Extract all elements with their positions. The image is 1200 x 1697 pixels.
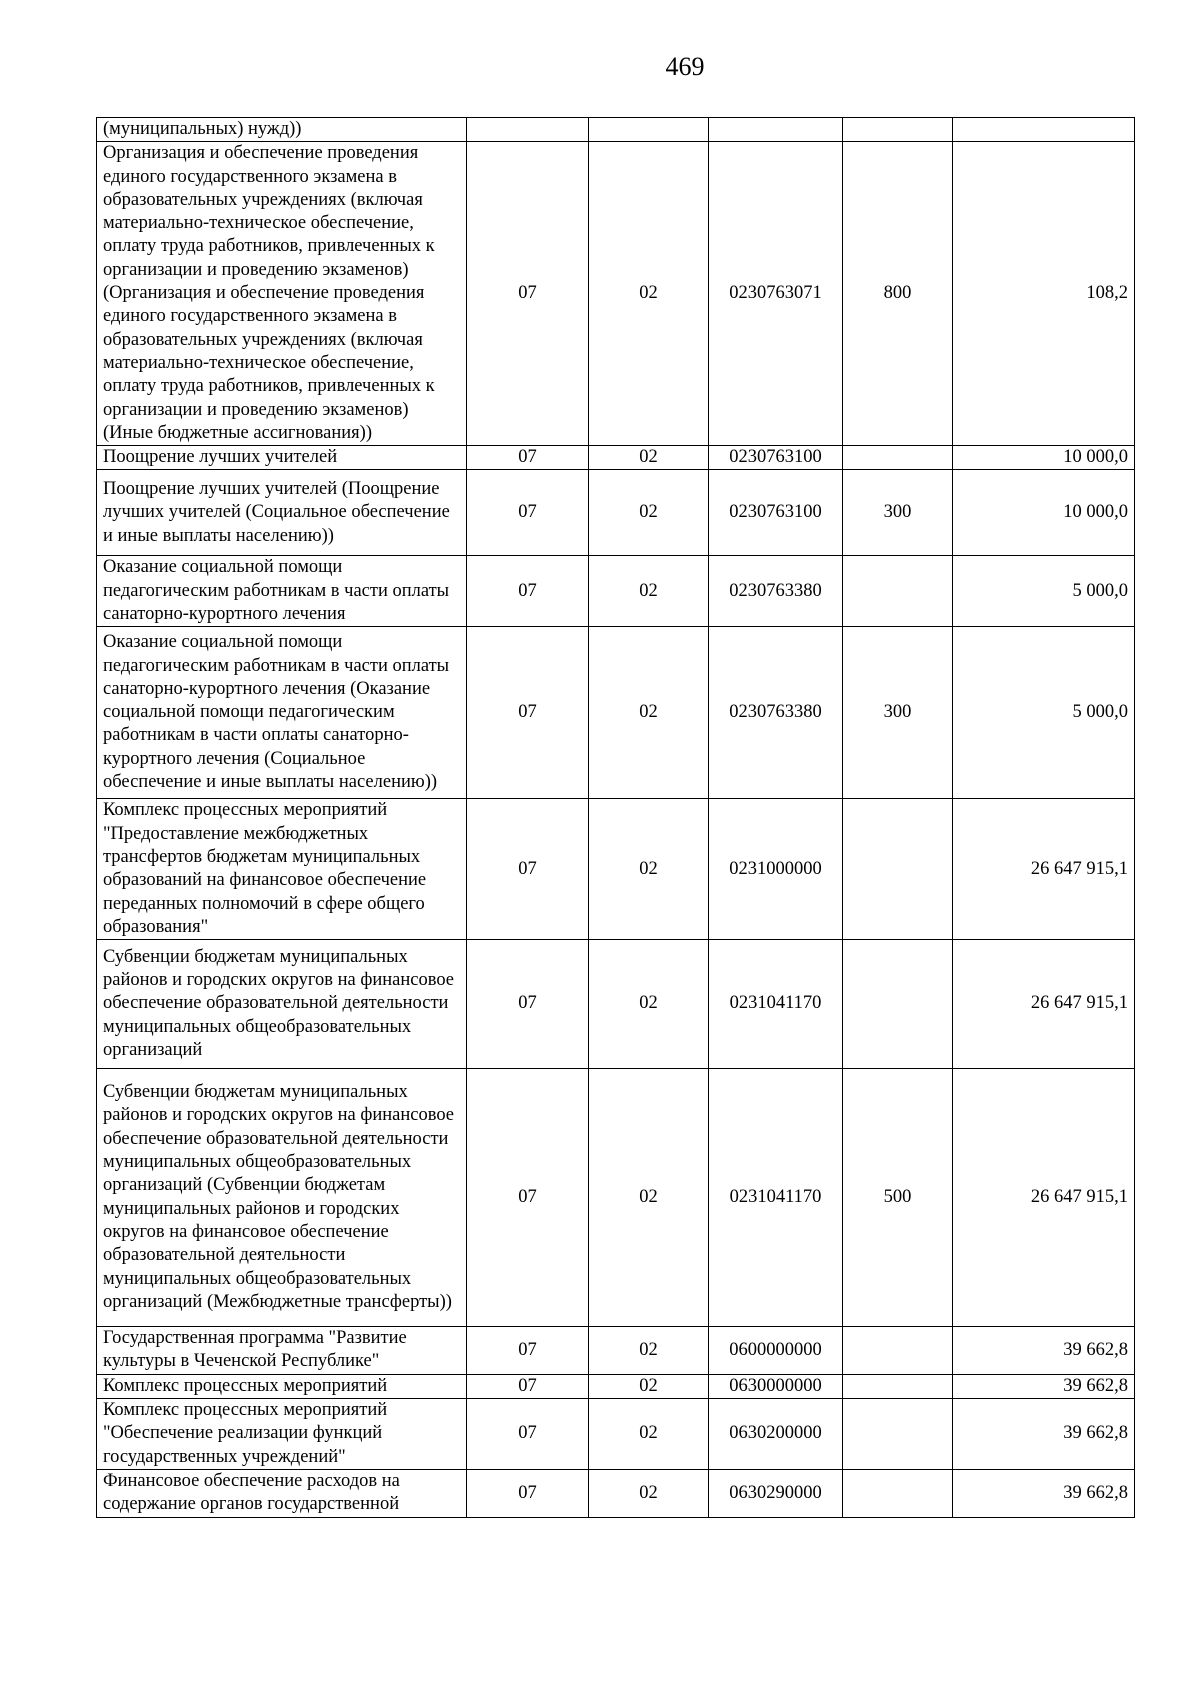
section-code-cell: 07 [467,470,589,556]
expense-type-cell [843,118,953,142]
amount-cell: 10 000,0 [953,470,1135,556]
amount-cell: 5 000,0 [953,627,1135,799]
expense-type-cell: 800 [843,142,953,446]
row-name-cell: Государственная программа "Развитие культуры в Чеченской Республике" [97,1327,467,1375]
target-article-cell: 0600000000 [709,1327,843,1375]
section-code-cell: 07 [467,556,589,627]
row-name-cell: Комплекс процессных мероприятий "Предоставление межбюджетных трансфертов бюджетам муниципальных образований на финансовое обеспечение переданных полномочий в сфере общего образования" [97,799,467,940]
target-article-cell: 0231041170 [709,1069,843,1327]
table-row [97,940,1135,1069]
subsection-code-cell: 02 [589,1469,709,1517]
subsection-code-cell: 02 [589,1327,709,1375]
section-code-cell: 07 [467,1469,589,1517]
amount-cell: 5 000,0 [953,556,1135,627]
subsection-code-cell: 02 [589,1069,709,1327]
subsection-code-cell: 02 [589,627,709,799]
subsection-code-cell: 02 [589,142,709,446]
row-name-cell: (муниципальных) нужд)) [97,118,467,142]
target-article-cell: 0630000000 [709,1374,843,1398]
section-code-cell [467,118,589,142]
section-code-cell: 07 [467,1327,589,1375]
subsection-code-cell: 02 [589,446,709,470]
section-code-cell: 07 [467,940,589,1069]
row-name-cell: Оказание социальной помощи педагогическим работникам в части оплаты санаторно-курортного лечения (Оказание социальной помощи педагогическим работникам в части оплаты санаторно-курортного лечения (Социальное обеспечение и иные выплаты населению)) [97,627,467,799]
row-name-cell: Комплекс процессных мероприятий "Обеспечение реализации функций государственных учреждений" [97,1399,467,1470]
expense-type-cell [843,1399,953,1470]
target-article-cell: 0231041170 [709,940,843,1069]
row-name-cell: Поощрение лучших учителей [97,446,467,470]
subsection-code-cell [589,118,709,142]
expense-type-cell [843,940,953,1069]
expense-type-cell [843,556,953,627]
amount-cell: 26 647 915,1 [953,1069,1135,1327]
subsection-code-cell: 02 [589,1399,709,1470]
expense-type-cell: 300 [843,470,953,556]
target-article-cell: 0630200000 [709,1399,843,1470]
amount-cell: 26 647 915,1 [953,940,1135,1069]
section-code-cell: 07 [467,1374,589,1398]
expense-type-cell [843,1327,953,1375]
row-name-cell: Организация и обеспечение проведения единого государственного экзамена в образовательных учреждениях (включая материально-техническое обеспечение, оплату труда работников, привлеченных к организации и проведению экзаменов) (Организация и обеспечение проведения единого государственного экзамена в образовательных учреждениях (включая материально-техническое обеспечение, оплату труда работников, привлеченных к организации и проведению экзаменов) (Иные бюджетные ассигнования)) [97,142,467,446]
amount-cell: 39 662,8 [953,1374,1135,1398]
row-name-cell: Поощрение лучших учителей (Поощрение лучших учителей (Социальное обеспечение и иные выплаты населению)) [97,470,467,556]
table-row [97,118,1135,142]
target-article-cell: 0230763100 [709,446,843,470]
expense-type-cell [843,1374,953,1398]
table-row [97,1327,1135,1375]
row-name-cell: Субвенции бюджетам муниципальных районов и городских округов на финансовое обеспечение образовательной деятельности муниципальных общеобразовательных организаций (Субвенции бюджетам муниципальных районов и городских округов на финансовое обеспечение образовательной деятельности муниципальных общеобразовательных организаций (Межбюджетные трансферты)) [97,1069,467,1327]
subsection-code-cell: 02 [589,940,709,1069]
table-row [97,1069,1135,1327]
table-row [97,799,1135,940]
row-name-cell: Комплекс процессных мероприятий [97,1374,467,1398]
table-row [97,1399,1135,1470]
subsection-code-cell: 02 [589,470,709,556]
table-row [97,1374,1135,1398]
amount-cell: 10 000,0 [953,446,1135,470]
expense-type-cell [843,799,953,940]
page-number: 469 [665,52,705,81]
table-row [97,627,1135,799]
target-article-cell: 0230763380 [709,627,843,799]
amount-cell: 108,2 [953,142,1135,446]
subsection-code-cell: 02 [589,556,709,627]
expense-type-cell: 300 [843,627,953,799]
section-code-cell: 07 [467,1069,589,1327]
table-row [97,470,1135,556]
section-code-cell: 07 [467,1399,589,1470]
row-name-cell: Финансовое обеспечение расходов на содержание органов государственной [97,1469,467,1517]
amount-cell: 39 662,8 [953,1327,1135,1375]
expense-type-cell [843,446,953,470]
expense-type-cell [843,1469,953,1517]
target-article-cell: 0230763380 [709,556,843,627]
table-row [97,1469,1135,1517]
subsection-code-cell: 02 [589,1374,709,1398]
budget-table [96,117,1135,1518]
target-article-cell [709,118,843,142]
table-body [97,118,1135,1518]
amount-cell: 39 662,8 [953,1399,1135,1470]
row-name-cell: Субвенции бюджетам муниципальных районов и городских округов на финансовое обеспечение образовательной деятельности муниципальных общеобразовательных организаций [97,940,467,1069]
table-row [97,446,1135,470]
section-code-cell: 07 [467,446,589,470]
target-article-cell: 0230763100 [709,470,843,556]
subsection-code-cell: 02 [589,799,709,940]
section-code-cell: 07 [467,142,589,446]
expense-type-cell: 500 [843,1069,953,1327]
table-row [97,556,1135,627]
target-article-cell: 0630290000 [709,1469,843,1517]
section-code-cell: 07 [467,799,589,940]
amount-cell [953,118,1135,142]
table-row [97,142,1135,446]
target-article-cell: 0230763071 [709,142,843,446]
amount-cell: 26 647 915,1 [953,799,1135,940]
target-article-cell: 0231000000 [709,799,843,940]
section-code-cell: 07 [467,627,589,799]
amount-cell: 39 662,8 [953,1469,1135,1517]
row-name-cell: Оказание социальной помощи педагогическим работникам в части оплаты санаторно-курортного лечения [97,556,467,627]
